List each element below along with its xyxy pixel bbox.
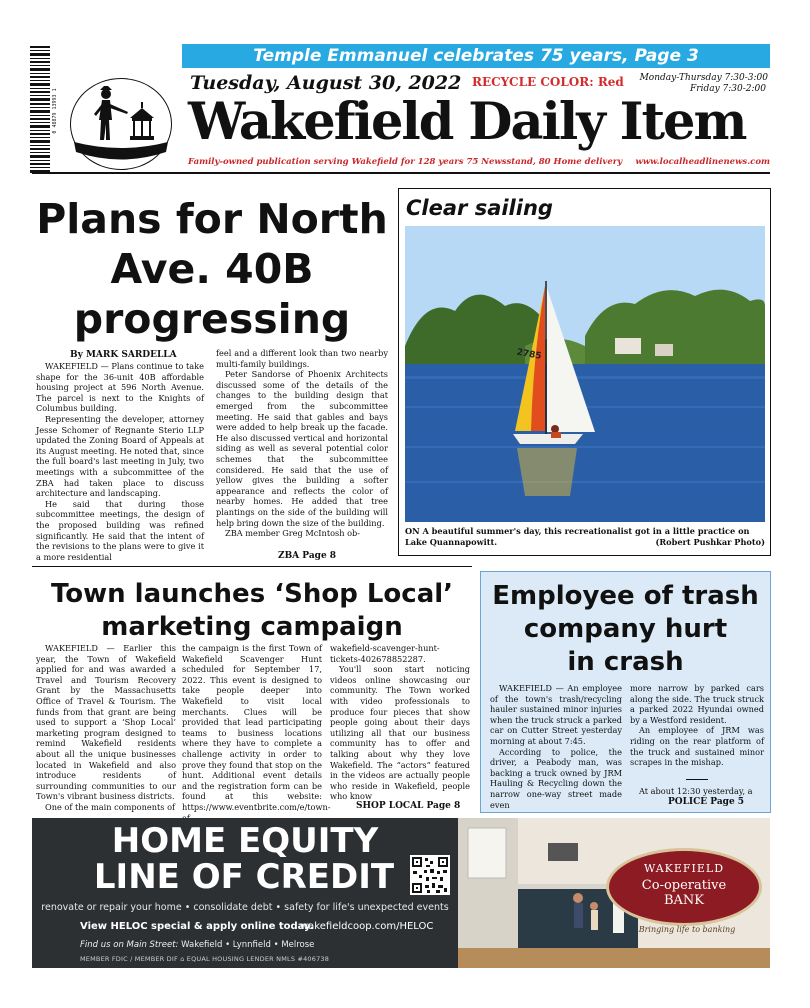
hours-weekday: Monday-Thursday 7:30-3:00: [639, 73, 768, 83]
photo-title: Clear sailing: [406, 196, 553, 220]
tagline-row: [188, 157, 770, 167]
ad-find-label: Find us on Main Street:: [80, 940, 179, 950]
paragraph: WAKEFIELD — Earlier this year, the Town of Wakefield applied for and was awarded a Travel and Tourism Recovery Grant by the Massachusetts Office of Travel & Tourism. The funds from that grant are being used to support a ‘Shop Local’ marketing program designed to remind Wakefield residents about all the unique businesses located in Wakefield and also introduce residents of surrounding communities to our Town's vibrant business districts.: [36, 643, 176, 802]
ad-headline-2: LINE OF CREDIT: [93, 857, 395, 897]
bank-logo[interactable]: [606, 848, 762, 926]
ad-find-towns: Wakefield • Lynnfield • Melrose: [181, 940, 315, 950]
section-rule: [32, 566, 472, 567]
lead-column-2: [216, 348, 388, 539]
paragraph: WAKEFIELD — An employee of the town's trash/recycling hauler sustained minor injuries when the truck struck a parked car on Cutter Street yesterday morning at about 7:45.: [490, 683, 622, 746]
ad-url[interactable]: wakefieldcoop.com/HELOC: [300, 921, 434, 932]
zba-jump-link[interactable]: ZBA Page 8: [278, 551, 337, 561]
police-jump-link[interactable]: POLICE Page 5: [668, 797, 745, 807]
paragraph: feel and a different look than two nearby multi-family buildings.: [216, 348, 388, 369]
trash-headline[interactable]: [484, 580, 767, 679]
trash-column-2: [630, 683, 764, 796]
photo-credit: (Robert Pushkar Photo): [655, 536, 765, 547]
bank-name-line-1: WAKEFIELD: [643, 862, 725, 875]
paragraph: One of the main components of: [45, 801, 176, 812]
shop-column-3: [330, 643, 470, 802]
qr-code[interactable]: [410, 855, 450, 895]
paragraph: An employee of JRM was riding on the rear platform of the truck and sustained minor scrapes in the mishap.: [630, 725, 764, 768]
paragraph: Representing the developer, attorney Jesse Schomer of Regnante Sterio LLP updated the Zoning Board of Appeals at its August meeting. He noted that, since the full board's last meeting in July, two meetings with a subcommittee of the ZBA had taken place to discuss architecture and landscaping.: [36, 413, 204, 499]
shop-local-jump-link[interactable]: SHOP LOCAL Page 8: [356, 801, 461, 811]
trash-headline-line-1: Employee of trash: [492, 581, 759, 611]
paragraph: more narrow by parked cars along the side. The truck struck a parked 2022 Hyundai owned by a Westford resident.: [630, 683, 764, 725]
sail-number: 2785: [515, 347, 543, 362]
shop-column-2: [182, 643, 331, 823]
shop-headline[interactable]: [36, 578, 468, 644]
lead-headline[interactable]: Plans for North Ave. 40B progressing: [36, 195, 388, 343]
shop-headline-line-2: marketing campaign: [101, 612, 403, 642]
paragraph: the campaign is the first Town of Wakefield Scavenger Hunt scheduled for September 17, 2022. This event is designed to take people deeper into Wakefield to visit local merchants. Clues will be provided that lead participating teams to business locations where they have to complete a challenge activity in order to prove they found that stop on the hunt. Additional event details and the registration form can be found at this website: https://www.eventbrite.com/e/town-: [182, 643, 331, 812]
recycle-color: RECYCLE COLOR: Red: [472, 75, 624, 89]
paragraph: He said that during those subcommittee meetings, the design of the proposed building was refined significantly. He said that the intent of the revisions to the plans were to give it a more residential: [36, 498, 204, 562]
shop-column-1: [36, 643, 176, 813]
lead-byline: By MARK SARDELLA: [70, 350, 177, 360]
sailboat-photo: [405, 226, 765, 522]
hours-friday: Friday 7:30-2:00: [690, 84, 766, 94]
lead-column-1: [36, 361, 204, 562]
shop-headline-line-1: Town launches ‘Shop Local’: [50, 579, 454, 609]
bank-name-line-2: Co-operative: [641, 878, 727, 893]
minuteman-gazebo-logo: [66, 72, 176, 172]
paragraph: Peter Sandorse of Phoenix Architects discussed some of the details of the changes to the building design that emerged from the subcommittee meeting. He said that gables and bays were added to help break up the facade. He also discussed vertical and horizontal siding as well as several potential color schemes that the subcommittee considered. He said that the use of yellow gives the building a softer appearance and reflects the color of nearby homes. He added that tree plantings on the side of the building will help bring down the size of the building.: [216, 369, 388, 528]
barcode: [30, 46, 58, 176]
trash-headline-line-3: in crash: [567, 647, 684, 677]
paragraph: wakefield-scavenger-hunt-tickets-402678852287.: [330, 643, 440, 664]
paragraph: WAKEFIELD — Plans continue to take shape for the 36-unit 40B affordable housing project at 596 North Avenue. The parcel is next to the Knights of Columbus building.: [36, 361, 204, 414]
ad-locations: [80, 940, 314, 950]
paragraph: You'll soon start noticing videos online showcasing our community. The Town worked with video professionals to produce four pieces that show people going about their days utilizing all that our business community has to offer and talking about why they love Wakefield. The “actors” featured in the videos are actually people who reside in Wakefield, people who know: [330, 664, 470, 802]
trash-column-1: [490, 683, 622, 810]
trash-headline-line-2: company hurt: [523, 614, 728, 644]
ad-cta: View HELOC special & apply online today.: [80, 921, 314, 932]
ad-legal: MEMBER FDIC / MEMBER DIF ⌂ EQUAL HOUSING LENDER NMLS #406738: [80, 955, 330, 963]
tagline: Family-owned publication serving Wakefield for 128 years 75 Newsstand, 80 Home delivery: [188, 157, 623, 167]
photo-caption: [405, 526, 765, 547]
paragraph: According to police, the driver, a Peabody man, was backing a truck owned by JRM Hauling & Recycling down the narrow one-way street made even: [490, 746, 622, 810]
issue-date: Tuesday, August 30, 2022: [190, 72, 462, 94]
ad-headline-1: HOME EQUITY: [111, 821, 379, 861]
paragraph: ZBA member Greg McIntosh ob-: [225, 528, 361, 539]
divider: [686, 770, 708, 780]
barcode-number: 0 48879 13993 1: [52, 88, 58, 134]
bank-name-line-3: BANK: [663, 893, 705, 908]
caption-text: ON A beautiful summer's day, this recreationalist got in a little practice on Lake Quannapowitt.: [405, 526, 750, 547]
paragraph: At about 12:30 yesterday, a: [639, 785, 753, 796]
header-rule: [32, 172, 770, 174]
top-banner[interactable]: Temple Emmanuel celebrates 75 years, Page 3: [182, 44, 770, 68]
bank-slogan: Bringing life to banking: [638, 925, 736, 934]
site-url[interactable]: www.localheadlinenews.com: [635, 157, 770, 167]
masthead-title: Wakefield Daily Item: [188, 92, 746, 152]
ad-tagline: renovate or repair your home • consolidate debt • safety for life's unexpected events: [41, 902, 449, 913]
